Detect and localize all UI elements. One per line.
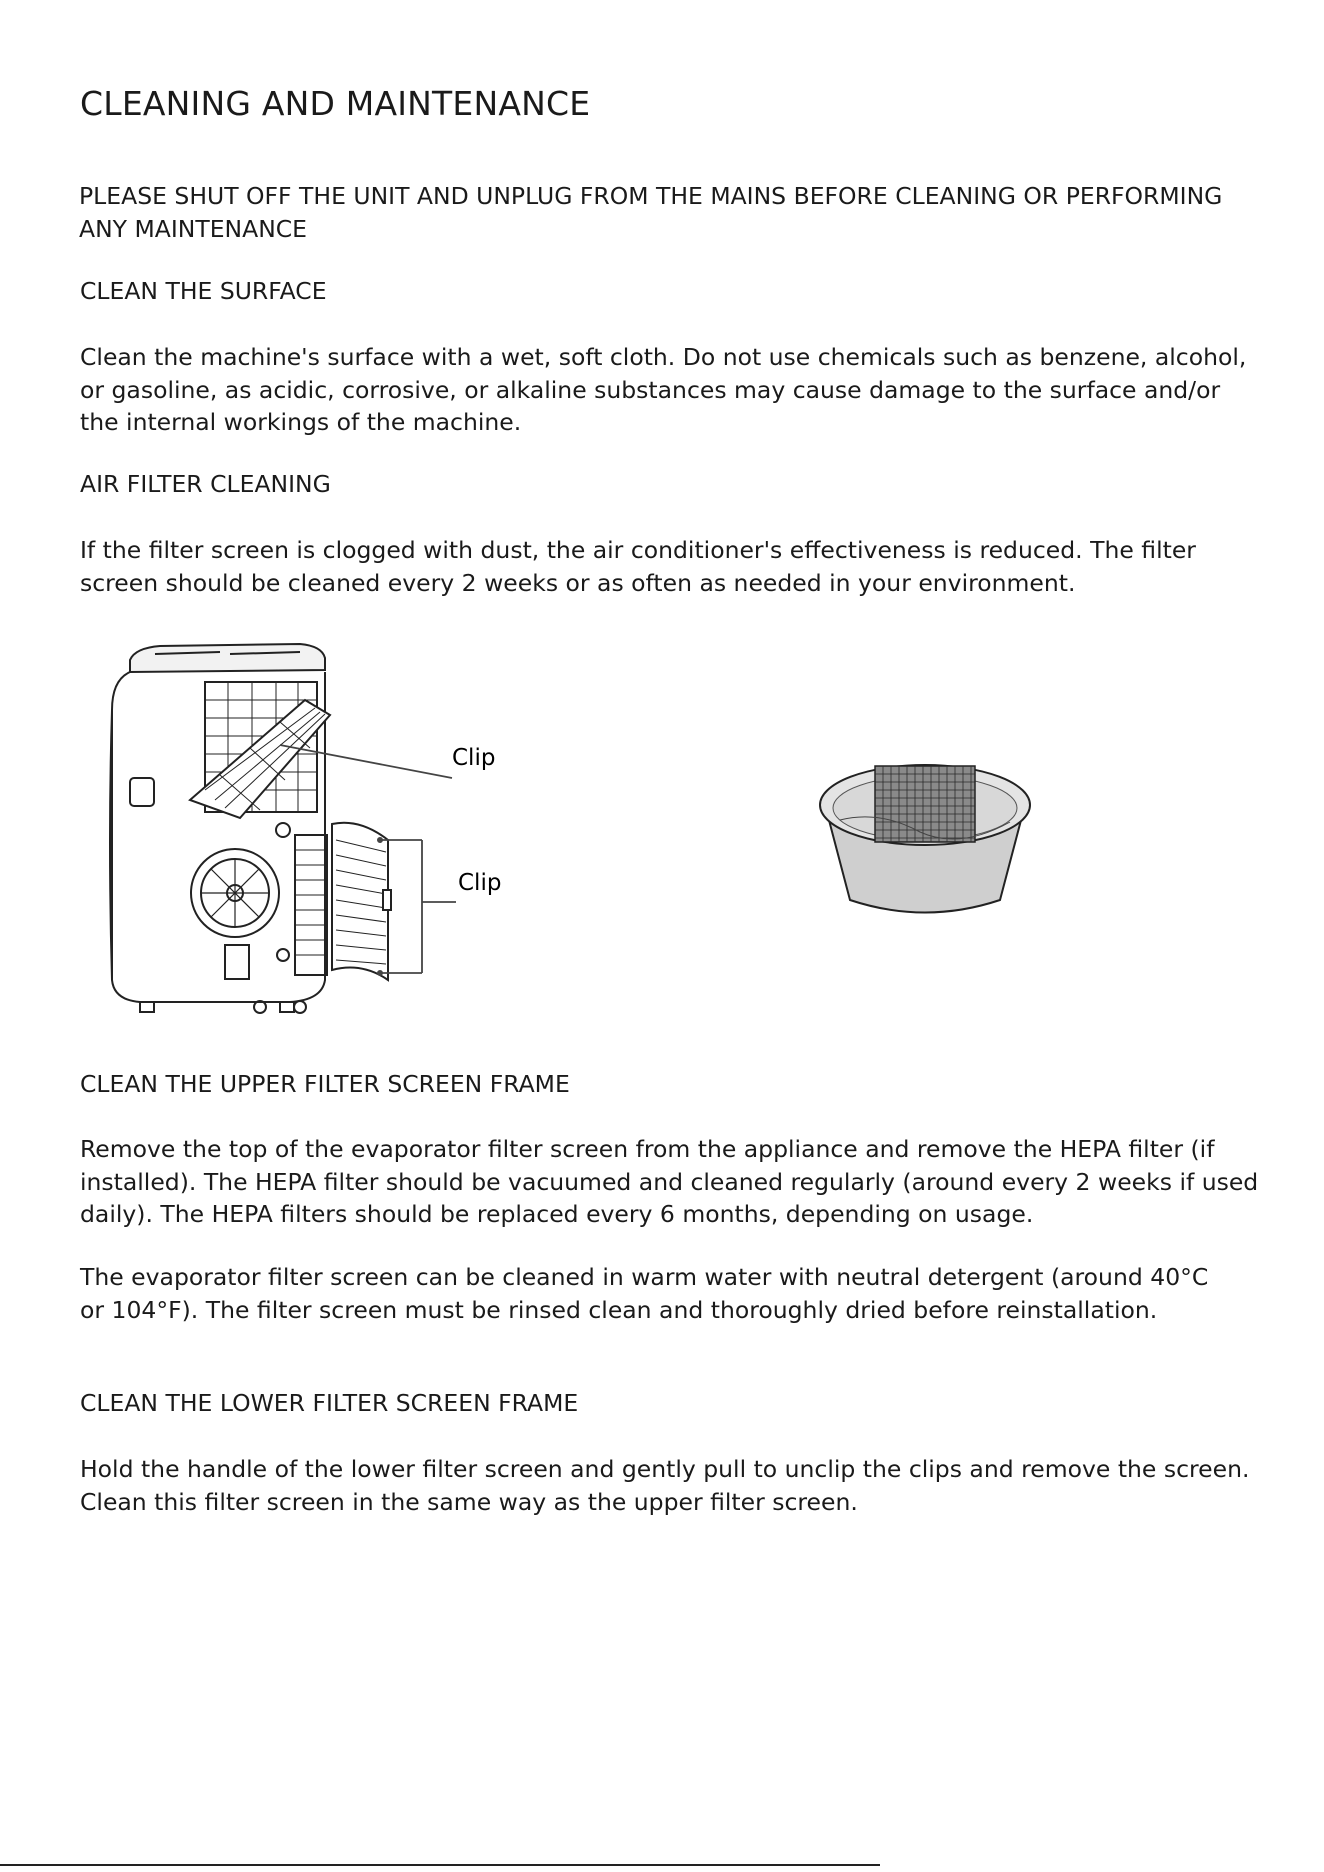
clip-label-upper: Clip <box>452 745 496 771</box>
clip-point-icon <box>377 970 383 976</box>
paragraph-clean-surface: Clean the machine's surface with a wet, soft cloth. Do not use chemicals such as benzene, alcohol, or gasoline, as acidic, corrosive, or alkaline substances may cause damage to the surface and/or the internal workings of the machine. <box>80 343 1247 436</box>
clip-point-icon <box>377 837 383 843</box>
heading-clean-surface: CLEAN THE SURFACE <box>80 277 327 305</box>
filter-screen-mesh <box>875 766 975 842</box>
safety-warning: PLEASE SHUT OFF THE UNIT AND UNPLUG FROM THE MAINS BEFORE CLEANING OR PERFORMING ANY MAINTENANCE <box>79 182 1223 243</box>
heading-upper-filter: CLEAN THE UPPER FILTER SCREEN FRAME <box>80 1070 570 1098</box>
air-conditioner-filter-illustration <box>100 640 520 1030</box>
page-title: CLEANING AND MAINTENANCE <box>80 84 591 123</box>
heading-lower-filter: CLEAN THE LOWER FILTER SCREEN FRAME <box>80 1389 579 1417</box>
clip-label-lower: Clip <box>458 870 502 896</box>
paragraph-lower-filter: Hold the handle of the lower filter screen and gently pull to unclip the clips and remove the screen. Clean this filter screen in the same way as the upper filter screen. <box>80 1455 1250 1516</box>
heading-air-filter-cleaning: AIR FILTER CLEANING <box>80 470 331 498</box>
footer-rule <box>0 1864 880 1866</box>
paragraph-upper-filter-1: Remove the top of the evaporator filter screen from the appliance and remove the HEPA filter (if installed). The HEPA filter should be vacuumed and cleaned regularly (around every 2 weeks if used daily). The HEPA filters should be replaced every 6 months, depending on usage. <box>80 1135 1259 1228</box>
lower-filter-screen <box>332 823 391 980</box>
filter-in-water-basin-illustration <box>810 750 1040 930</box>
paragraph-air-filter-cleaning: If the filter screen is clogged with dust, the air conditioner's effectiveness is reduced. The filter screen should be cleaned every 2 weeks or as often as needed in your environment. <box>80 536 1196 597</box>
paragraph-upper-filter-2: The evaporator filter screen can be cleaned in warm water with neutral detergent (around 40°C or 104°F). The filter screen must be rinsed clean and thoroughly dried before reinstallation. <box>80 1263 1209 1324</box>
air-conditioner-unit <box>110 644 327 1013</box>
